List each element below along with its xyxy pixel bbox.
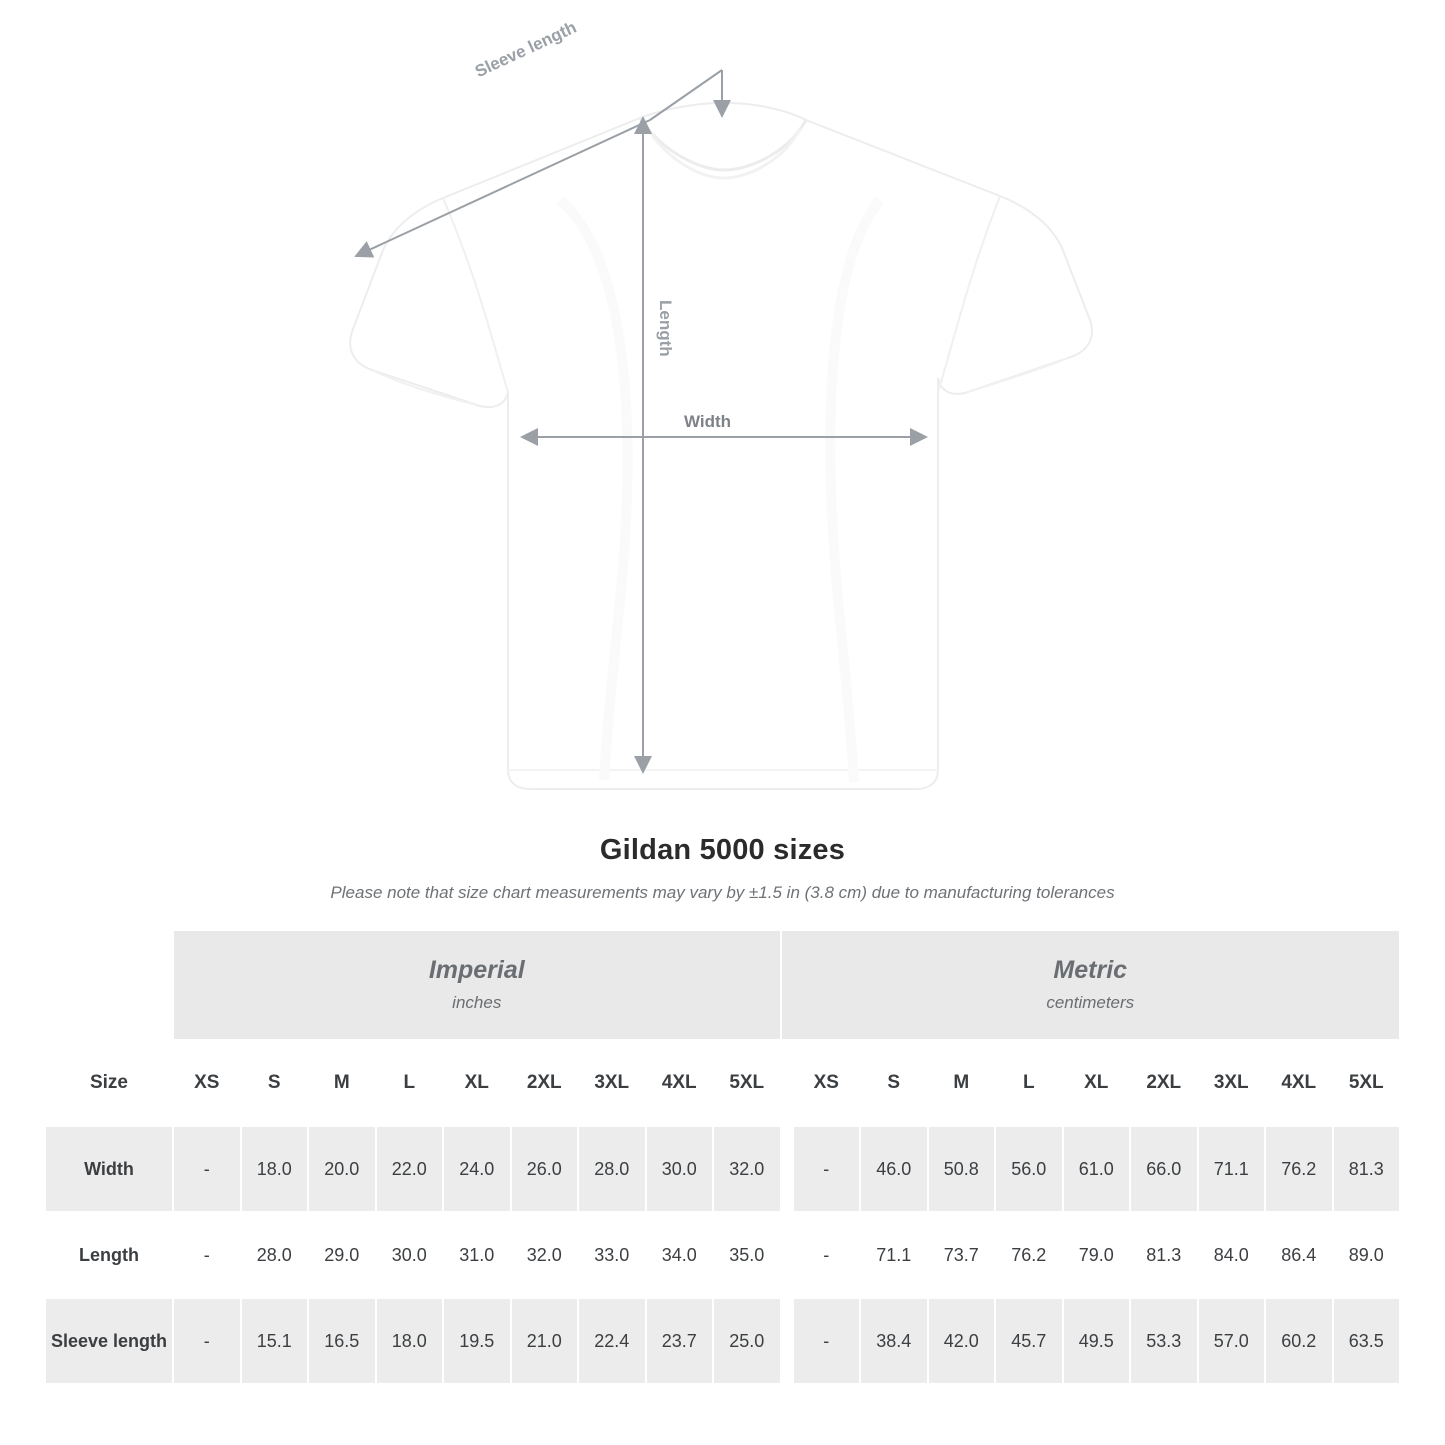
table-row [45, 1212, 1400, 1298]
length-label: Length [656, 300, 675, 357]
header-metric-m: M [928, 1040, 996, 1126]
cell-length-metric-l: 76.2 [995, 1212, 1063, 1298]
cell-width-imperial-3xl: 28.0 [578, 1126, 646, 1212]
row-label-length: Length [45, 1212, 173, 1298]
row-label-width: Width [45, 1126, 173, 1212]
cell-width-metric-s: 46.0 [860, 1126, 928, 1212]
cell-width-imperial-4xl: 30.0 [646, 1126, 714, 1212]
cell-width-imperial-m: 20.0 [308, 1126, 376, 1212]
row-label-sleeve-length: Sleeve length [45, 1298, 173, 1384]
unit-header-imperial [173, 930, 781, 1040]
size-header-row [45, 1040, 1400, 1126]
header-metric-3xl: 3XL [1198, 1040, 1266, 1126]
unit-sub-imperial: inches [452, 992, 502, 1012]
cell-width-metric-5xl: 81.3 [1333, 1126, 1401, 1212]
cell-width-metric-xs: - [793, 1126, 861, 1212]
unit-header-row [45, 930, 1400, 1040]
cell-length-metric-xl: 79.0 [1063, 1212, 1131, 1298]
title-block [0, 834, 1445, 903]
header-metric-5xl: 5XL [1333, 1040, 1401, 1126]
table-row [45, 1126, 1400, 1212]
header-metric-l: L [995, 1040, 1063, 1126]
cell-length-metric-3xl: 84.0 [1198, 1212, 1266, 1298]
cell-width-metric-l: 56.0 [995, 1126, 1063, 1212]
header-metric-s: S [860, 1040, 928, 1126]
header-imperial-3xl: 3XL [578, 1040, 646, 1126]
header-imperial-5xl: 5XL [713, 1040, 781, 1126]
unit-header-metric [781, 930, 1401, 1040]
row-gap-width [781, 1126, 793, 1212]
width-label: Width [676, 412, 739, 432]
cell-width-metric-xl: 61.0 [1063, 1126, 1131, 1212]
page-title: Gildan 5000 sizes [599, 834, 846, 866]
cell-length-imperial-xl: 31.0 [443, 1212, 511, 1298]
header-size: Size [45, 1040, 173, 1126]
header-imperial-xs: XS [173, 1040, 241, 1126]
cell-length-imperial-m: 29.0 [308, 1212, 376, 1298]
cell-width-imperial-xl: 24.0 [443, 1126, 511, 1212]
header-metric-4xl: 4XL [1265, 1040, 1333, 1126]
cell-sleeve-imperial-3xl: 22.4 [578, 1298, 646, 1384]
cell-length-metric-2xl: 81.3 [1130, 1212, 1198, 1298]
header-imperial-m: M [308, 1040, 376, 1126]
row-gap-length [781, 1212, 793, 1298]
cell-width-imperial-2xl: 26.0 [511, 1126, 579, 1212]
size-table-wrap [44, 929, 1401, 1385]
cell-width-imperial-s: 18.0 [241, 1126, 309, 1212]
cell-sleeve-metric-xl: 49.5 [1063, 1298, 1131, 1384]
cell-width-imperial-5xl: 32.0 [713, 1126, 781, 1212]
cell-width-metric-m: 50.8 [928, 1126, 996, 1212]
header-metric-xs: XS [793, 1040, 861, 1126]
unit-sub-metric: centimeters [1046, 992, 1135, 1012]
header-imperial-2xl: 2XL [511, 1040, 579, 1126]
cell-length-imperial-4xl: 34.0 [646, 1212, 714, 1298]
cell-sleeve-imperial-xl: 19.5 [443, 1298, 511, 1384]
header-metric-2xl: 2XL [1130, 1040, 1198, 1126]
cell-sleeve-metric-m: 42.0 [928, 1298, 996, 1384]
header-metric-xl: XL [1063, 1040, 1131, 1126]
tshirt-shape [350, 103, 1092, 789]
unit-header-blank [45, 930, 173, 1040]
unit-name-metric: Metric [1053, 956, 1128, 985]
size-table [44, 929, 1401, 1385]
header-imperial-xl: XL [443, 1040, 511, 1126]
cell-sleeve-imperial-l: 18.0 [376, 1298, 444, 1384]
cell-sleeve-imperial-2xl: 21.0 [511, 1298, 579, 1384]
unit-name-imperial: Imperial [428, 956, 525, 985]
tolerance-note: Please note that size chart measurements may vary by ±1.5 in (3.8 cm) due to manufacturing tolerances [330, 883, 1115, 902]
cell-sleeve-imperial-s: 15.1 [241, 1298, 309, 1384]
header-gap [781, 1040, 793, 1126]
cell-sleeve-metric-4xl: 60.2 [1265, 1298, 1333, 1384]
cell-length-imperial-l: 30.0 [376, 1212, 444, 1298]
cell-sleeve-imperial-xs: - [173, 1298, 241, 1384]
row-gap-sleeve [781, 1298, 793, 1384]
table-row [45, 1298, 1400, 1384]
cell-length-imperial-2xl: 32.0 [511, 1212, 579, 1298]
cell-sleeve-imperial-5xl: 25.0 [713, 1298, 781, 1384]
cell-sleeve-metric-l: 45.7 [995, 1298, 1063, 1384]
cell-length-metric-4xl: 86.4 [1265, 1212, 1333, 1298]
cell-width-imperial-xs: - [173, 1126, 241, 1212]
cell-sleeve-metric-3xl: 57.0 [1198, 1298, 1266, 1384]
cell-sleeve-metric-5xl: 63.5 [1333, 1298, 1401, 1384]
cell-length-metric-5xl: 89.0 [1333, 1212, 1401, 1298]
cell-length-imperial-s: 28.0 [241, 1212, 309, 1298]
cell-length-imperial-5xl: 35.0 [713, 1212, 781, 1298]
cell-length-imperial-3xl: 33.0 [578, 1212, 646, 1298]
cell-sleeve-metric-s: 38.4 [860, 1298, 928, 1384]
sleeve-length-label: Sleeve length [472, 17, 580, 82]
cell-width-metric-3xl: 71.1 [1198, 1126, 1266, 1212]
header-imperial-l: L [376, 1040, 444, 1126]
cell-length-imperial-xs: - [173, 1212, 241, 1298]
cell-length-metric-m: 73.7 [928, 1212, 996, 1298]
header-imperial-s: S [241, 1040, 309, 1126]
cell-sleeve-imperial-4xl: 23.7 [646, 1298, 714, 1384]
cell-sleeve-metric-xs: - [793, 1298, 861, 1384]
cell-length-metric-s: 71.1 [860, 1212, 928, 1298]
cell-width-imperial-l: 22.0 [376, 1126, 444, 1212]
cell-sleeve-metric-2xl: 53.3 [1130, 1298, 1198, 1384]
cell-width-metric-4xl: 76.2 [1265, 1126, 1333, 1212]
header-imperial-4xl: 4XL [646, 1040, 714, 1126]
cell-width-metric-2xl: 66.0 [1130, 1126, 1198, 1212]
cell-length-metric-xs: - [793, 1212, 861, 1298]
cell-sleeve-imperial-m: 16.5 [308, 1298, 376, 1384]
